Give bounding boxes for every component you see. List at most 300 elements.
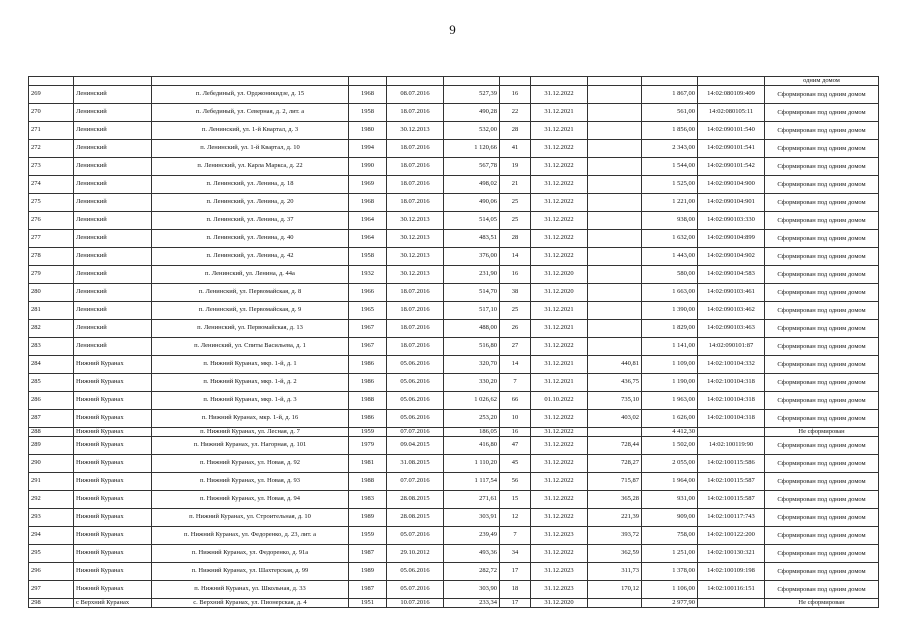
municipality-cell: Нижний Куранах [74,545,152,563]
residents-cell: 28 [500,122,531,140]
cost-cell: 909,00 [642,509,698,527]
cadastral-number-cell: 14:02:100119:90 [698,437,765,455]
municipality-cell: Нижний Куранах [74,581,152,599]
carry-over-row [29,77,879,86]
build-year-cell: 1966 [349,284,387,302]
plan-date-cell: 31.12.2022 [531,428,588,437]
address-cell: п. Ленинский, ул. Ленина, д. 20 [152,194,349,212]
row-number: 278 [29,248,74,266]
build-year-cell: 1967 [349,338,387,356]
land-status-cell: Сформирован под одним домом [765,356,879,374]
land-area-cell [588,428,642,437]
municipality-cell: Нижний Куранах [74,437,152,455]
residents-cell: 12 [500,509,531,527]
land-area-cell: 735,10 [588,392,642,410]
area-cell: 516,80 [444,338,500,356]
land-status-cell: Сформирован под одним домом [765,374,879,392]
area-cell: 416,80 [444,437,500,455]
table-row [29,140,879,158]
date-cell: 18.07.2016 [387,320,444,338]
cadastral-number-cell: 14:02:100104:318 [698,410,765,428]
residents-cell: 7 [500,527,531,545]
area-cell: 303,90 [444,581,500,599]
build-year-cell: 1967 [349,320,387,338]
table-row [29,437,879,455]
row-number: 270 [29,104,74,122]
date-cell: 28.08.2015 [387,491,444,509]
page-number: 9 [449,22,456,37]
municipality-cell: с Верхний Куранах [74,599,152,608]
row-number: 280 [29,284,74,302]
date-cell: 31.08.2015 [387,455,444,473]
land-area-cell: 715,87 [588,473,642,491]
land-area-cell: 362,59 [588,545,642,563]
build-year-cell: 1983 [349,491,387,509]
residents-cell: 26 [500,320,531,338]
municipality-cell: Нижний Куранах [74,428,152,437]
plan-date-cell: 31.12.2020 [531,284,588,302]
cost-cell: 1 443,00 [642,248,698,266]
land-area-cell: 728,44 [588,437,642,455]
municipality-cell: Ленинский [74,158,152,176]
cost-cell: 1 106,00 [642,581,698,599]
address-cell: п. Ленинский, ул. Первомайская, д. 13 [152,320,349,338]
row-number: 279 [29,266,74,284]
area-cell: 517,10 [444,302,500,320]
table-row [29,86,879,104]
build-year-cell: 1994 [349,140,387,158]
land-area-cell [588,212,642,230]
residents-cell: 21 [500,176,531,194]
land-area-cell [588,104,642,122]
land-area-cell: 311,73 [588,563,642,581]
cadastral-number-cell: 14:02:090104:902 [698,248,765,266]
address-cell: п. Нижний Куранах, ул. Лесная, д. 7 [152,428,349,437]
municipality-cell: Нижний Куранах [74,563,152,581]
cost-cell: 1 829,00 [642,320,698,338]
table-row [29,509,879,527]
land-status-cell: Сформирован под одним домом [765,491,879,509]
build-year-cell: 1969 [349,176,387,194]
table-row [29,374,879,392]
area-cell: 282,72 [444,563,500,581]
residents-cell: 18 [500,581,531,599]
cadastral-number-cell: 14:02:080109:409 [698,86,765,104]
table-row [29,122,879,140]
cadastral-number-cell: 14:02:100116:151 [698,581,765,599]
row-number: 289 [29,437,74,455]
area-cell: 231,90 [444,266,500,284]
cadastral-number-cell: 14:02:100104:332 [698,356,765,374]
row-number: 281 [29,302,74,320]
land-status-cell: Сформирован под одним домом [765,248,879,266]
date-cell: 30.12.2013 [387,230,444,248]
row-number: 271 [29,122,74,140]
land-status-cell: Сформирован под одним домом [765,104,879,122]
cost-cell: 1 525,00 [642,176,698,194]
land-area-cell [588,284,642,302]
build-year-cell: 1964 [349,230,387,248]
plan-date-cell: 01.10.2022 [531,392,588,410]
address-cell: п. Ленинский, ул. Ленина, д. 42 [152,248,349,266]
land-status-cell: Сформирован под одним домом [765,122,879,140]
build-year-cell: 1988 [349,392,387,410]
land-area-cell: 436,75 [588,374,642,392]
land-area-cell [588,302,642,320]
residents-cell: 28 [500,230,531,248]
area-cell: 527,39 [444,86,500,104]
build-year-cell: 1965 [349,302,387,320]
area-cell: 1 026,62 [444,392,500,410]
cost-cell: 1 632,00 [642,230,698,248]
residents-cell: 56 [500,473,531,491]
date-cell: 05.06.2016 [387,392,444,410]
date-cell: 07.07.2016 [387,473,444,491]
area-cell: 1 110,20 [444,455,500,473]
land-status-cell: Сформирован под одним домом [765,176,879,194]
address-cell: п. Ленинский, ул. Спиты Васильева, д. 1 [152,338,349,356]
row-number: 291 [29,473,74,491]
residents-cell: 16 [500,266,531,284]
table-row [29,284,879,302]
table-row [29,266,879,284]
area-cell: 498,02 [444,176,500,194]
build-year-cell: 1958 [349,248,387,266]
cadastral-number-cell [698,428,765,437]
cost-cell: 1 190,00 [642,374,698,392]
date-cell: 29.10.2012 [387,545,444,563]
date-cell: 28.08.2015 [387,509,444,527]
municipality-cell: Ленинский [74,320,152,338]
row-number: 273 [29,158,74,176]
address-cell: п. Ленинский, ул. Ленина, д. 18 [152,176,349,194]
residents-cell: 41 [500,140,531,158]
row-number: 296 [29,563,74,581]
plan-date-cell: 31.12.2022 [531,176,588,194]
land-status-cell: Не сформирован [765,428,879,437]
address-cell: п. Ленинский, ул. Ленина, д. 44а [152,266,349,284]
municipality-cell: Ленинский [74,86,152,104]
residents-cell: 25 [500,194,531,212]
residents-cell: 25 [500,302,531,320]
plan-date-cell: 31.12.2022 [531,509,588,527]
row-number: 294 [29,527,74,545]
row-number: 287 [29,410,74,428]
land-status-cell: Сформирован под одним домом [765,86,879,104]
row-number: 284 [29,356,74,374]
date-cell: 05.06.2016 [387,410,444,428]
cost-cell: 1 390,00 [642,302,698,320]
area-cell: 253,20 [444,410,500,428]
residents-cell: 25 [500,212,531,230]
municipality-cell: Ленинский [74,338,152,356]
housing-registry-table [28,76,879,608]
area-cell: 567,78 [444,158,500,176]
cadastral-number-cell: 14:02:100104:318 [698,392,765,410]
cadastral-number-cell: 14:02:090101:540 [698,122,765,140]
date-cell: 18.07.2016 [387,104,444,122]
municipality-cell: Нижний Куранах [74,491,152,509]
address-cell: п. Нижний Куранах, ул. Шахтерская, д. 99 [152,563,349,581]
plan-date-cell: 31.12.2021 [531,104,588,122]
residents-cell: 22 [500,104,531,122]
land-status-cell: Сформирован под одним домом [765,140,879,158]
row-number: 272 [29,140,74,158]
address-cell: п. Нижний Куранах, мкр. 1-й, д. 16 [152,410,349,428]
land-status-cell: Сформирован под одним домом [765,302,879,320]
plan-date-cell: 31.12.2022 [531,437,588,455]
plan-date-cell: 31.12.2022 [531,545,588,563]
area-cell: 514,70 [444,284,500,302]
table-row [29,455,879,473]
build-year-cell: 1980 [349,122,387,140]
land-status-cell: Сформирован под одним домом [765,284,879,302]
build-year-cell: 1986 [349,410,387,428]
land-status-cell: Сформирован под одним домом [765,392,879,410]
municipality-cell: Нижний Куранах [74,473,152,491]
address-cell: п. Нижний Куранах, мкр. 1-й, д. 2 [152,374,349,392]
row-number: 285 [29,374,74,392]
build-year-cell: 1979 [349,437,387,455]
land-status-cell: Сформирован под одним домом [765,437,879,455]
land-status-cell: Сформирован под одним домом [765,581,879,599]
land-area-cell: 393,72 [588,527,642,545]
date-cell: 10.07.2016 [387,599,444,608]
land-status-cell: Сформирован под одним домом [765,194,879,212]
build-year-cell: 1987 [349,581,387,599]
area-cell: 490,06 [444,194,500,212]
land-area-cell [588,158,642,176]
cost-cell: 561,00 [642,104,698,122]
row-number: 282 [29,320,74,338]
land-status-cell: Сформирован под одним домом [765,545,879,563]
cost-cell: 1 963,00 [642,392,698,410]
cost-cell: 938,00 [642,212,698,230]
municipality-cell: Нижний Куранах [74,374,152,392]
row-number: 275 [29,194,74,212]
cadastral-number-cell: 14:02:100109:198 [698,563,765,581]
municipality-cell: Ленинский [74,140,152,158]
table-row [29,599,879,608]
build-year-cell: 1981 [349,455,387,473]
plan-date-cell: 31.12.2022 [531,410,588,428]
municipality-cell: Нижний Куранах [74,455,152,473]
land-area-cell [588,176,642,194]
date-cell: 18.07.2016 [387,338,444,356]
cost-cell: 2 055,00 [642,455,698,473]
date-cell: 18.07.2016 [387,194,444,212]
land-status-cell: Сформирован под одним домом [765,158,879,176]
residents-cell: 14 [500,356,531,374]
date-cell: 05.07.2016 [387,527,444,545]
plan-date-cell: 31.12.2022 [531,86,588,104]
area-cell: 490,28 [444,104,500,122]
row-number: 297 [29,581,74,599]
registry-body [29,77,879,608]
land-status-cell: Сформирован под одним домом [765,320,879,338]
plan-date-cell: 31.12.2022 [531,140,588,158]
municipality-cell: Ленинский [74,104,152,122]
cadastral-number-cell: 14:02:090104:900 [698,176,765,194]
table-row [29,212,879,230]
land-status-cell: Сформирован под одним домом [765,266,879,284]
plan-date-cell: 31.12.2022 [531,248,588,266]
table-row [29,176,879,194]
row-number: 286 [29,392,74,410]
plan-date-cell: 31.12.2021 [531,122,588,140]
row-number: 290 [29,455,74,473]
row-number: 277 [29,230,74,248]
cost-cell: 1 502,00 [642,437,698,455]
address-cell: п. Ленинский, ул. 1-й Квартал, д. 3 [152,122,349,140]
cost-cell: 2 343,00 [642,140,698,158]
build-year-cell: 1964 [349,212,387,230]
date-cell: 08.07.2016 [387,86,444,104]
date-cell: 30.12.2013 [387,122,444,140]
address-cell: п. Нижний Куранах, ул. Федоренко, д. 23, лит. а [152,527,349,545]
cost-cell: 1 378,00 [642,563,698,581]
cost-cell: 580,00 [642,266,698,284]
address-cell: п. Ленинский, ул. Ленина, д. 40 [152,230,349,248]
build-year-cell: 1990 [349,158,387,176]
date-cell: 05.07.2016 [387,581,444,599]
municipality-cell: Ленинский [74,194,152,212]
land-area-cell: 365,28 [588,491,642,509]
cost-cell: 1 221,00 [642,194,698,212]
municipality-cell: Нижний Куранах [74,392,152,410]
cadastral-number-cell: 14:02:100115:586 [698,455,765,473]
land-area-cell [588,86,642,104]
plan-date-cell: 31.12.2022 [531,473,588,491]
plan-date-cell: 31.12.2022 [531,338,588,356]
row-number: 292 [29,491,74,509]
date-cell: 18.07.2016 [387,302,444,320]
cadastral-number-cell: 14:02:100115:587 [698,473,765,491]
cadastral-number-cell: 14:02:090103:463 [698,320,765,338]
municipality-cell: Ленинский [74,266,152,284]
plan-date-cell: 31.12.2020 [531,599,588,608]
date-cell: 18.07.2016 [387,284,444,302]
address-cell: п. Нижний Куранах, ул. Нагорная, д. 101 [152,437,349,455]
residents-cell: 34 [500,545,531,563]
municipality-cell: Нижний Куранах [74,410,152,428]
table-row [29,473,879,491]
plan-date-cell: 31.12.2021 [531,356,588,374]
table-row [29,230,879,248]
build-year-cell: 1989 [349,563,387,581]
address-cell: п. Нижний Куранах, ул. Новая, д. 92 [152,455,349,473]
date-cell: 05.06.2016 [387,356,444,374]
land-area-cell [588,122,642,140]
table-row [29,104,879,122]
land-area-cell [588,338,642,356]
build-year-cell: 1932 [349,266,387,284]
date-cell: 05.06.2016 [387,374,444,392]
residents-cell: 66 [500,392,531,410]
build-year-cell: 1986 [349,374,387,392]
address-cell: п. Нижний Куранах, мкр. 1-й, д. 3 [152,392,349,410]
row-number: 276 [29,212,74,230]
row-number: 288 [29,428,74,437]
cadastral-number-cell: 14:02:090101:542 [698,158,765,176]
cadastral-number-cell: 14:02:090104:901 [698,194,765,212]
area-cell: 514,05 [444,212,500,230]
cost-cell: 2 977,90 [642,599,698,608]
build-year-cell: 1968 [349,194,387,212]
plan-date-cell: 31.12.2021 [531,302,588,320]
table-row [29,563,879,581]
cadastral-number-cell: 14:02:100117:743 [698,509,765,527]
date-cell: 18.07.2016 [387,176,444,194]
table-row [29,545,879,563]
municipality-cell: Нижний Куранах [74,527,152,545]
cost-cell: 1 109,00 [642,356,698,374]
cost-cell: 1 544,00 [642,158,698,176]
build-year-cell: 1986 [349,356,387,374]
date-cell: 30.12.2013 [387,248,444,266]
cost-cell: 1 626,00 [642,410,698,428]
table-row [29,410,879,428]
residents-cell: 16 [500,428,531,437]
residents-cell: 45 [500,455,531,473]
residents-cell: 19 [500,158,531,176]
address-cell: п. Ленинский, ул. 1-й Квартал, д. 10 [152,140,349,158]
row-number: 295 [29,545,74,563]
land-area-cell [588,230,642,248]
row-number: 283 [29,338,74,356]
plan-date-cell: 31.12.2023 [531,527,588,545]
land-status-cell: Сформирован под одним домом [765,212,879,230]
area-cell: 303,91 [444,509,500,527]
cost-cell: 4 412,30 [642,428,698,437]
municipality-cell: Ленинский [74,176,152,194]
residents-cell: 17 [500,563,531,581]
build-year-cell: 1959 [349,527,387,545]
build-year-cell: 1951 [349,599,387,608]
land-area-cell: 170,12 [588,581,642,599]
plan-date-cell: 31.12.2021 [531,374,588,392]
land-area-cell: 221,39 [588,509,642,527]
address-cell: п. Ленинский, ул. Первомайская, д. 8 [152,284,349,302]
cost-cell: 758,00 [642,527,698,545]
table-row [29,320,879,338]
residents-cell: 16 [500,86,531,104]
date-cell: 30.12.2013 [387,212,444,230]
build-year-cell: 1968 [349,86,387,104]
municipality-cell: Нижний Куранах [74,356,152,374]
address-cell: п. Нижний Куранах, ул. Новая, д. 94 [152,491,349,509]
plan-date-cell: 31.12.2020 [531,266,588,284]
land-status-cell: Сформирован под одним домом [765,230,879,248]
address-cell: п. Ленинский, ул. Первомайская, д. 9 [152,302,349,320]
area-cell: 330,20 [444,374,500,392]
cadastral-number-cell: 14:02:090104:899 [698,230,765,248]
build-year-cell: 1958 [349,104,387,122]
address-cell: п. Нижний Куранах, ул. Новая, д. 93 [152,473,349,491]
cadastral-number-cell: 14:02:080105:11 [698,104,765,122]
table-row [29,356,879,374]
cadastral-number-cell: 14:02:090103:330 [698,212,765,230]
date-cell: 07.07.2016 [387,428,444,437]
table-row [29,428,879,437]
residents-cell: 47 [500,437,531,455]
area-cell: 186,05 [444,428,500,437]
address-cell: п. Нижний Куранах, мкр. 1-й, д. 1 [152,356,349,374]
area-cell: 239,49 [444,527,500,545]
municipality-cell: Ленинский [74,302,152,320]
address-cell: п. Ленинский, ул. Карла Маркса, д. 22 [152,158,349,176]
table-row [29,392,879,410]
